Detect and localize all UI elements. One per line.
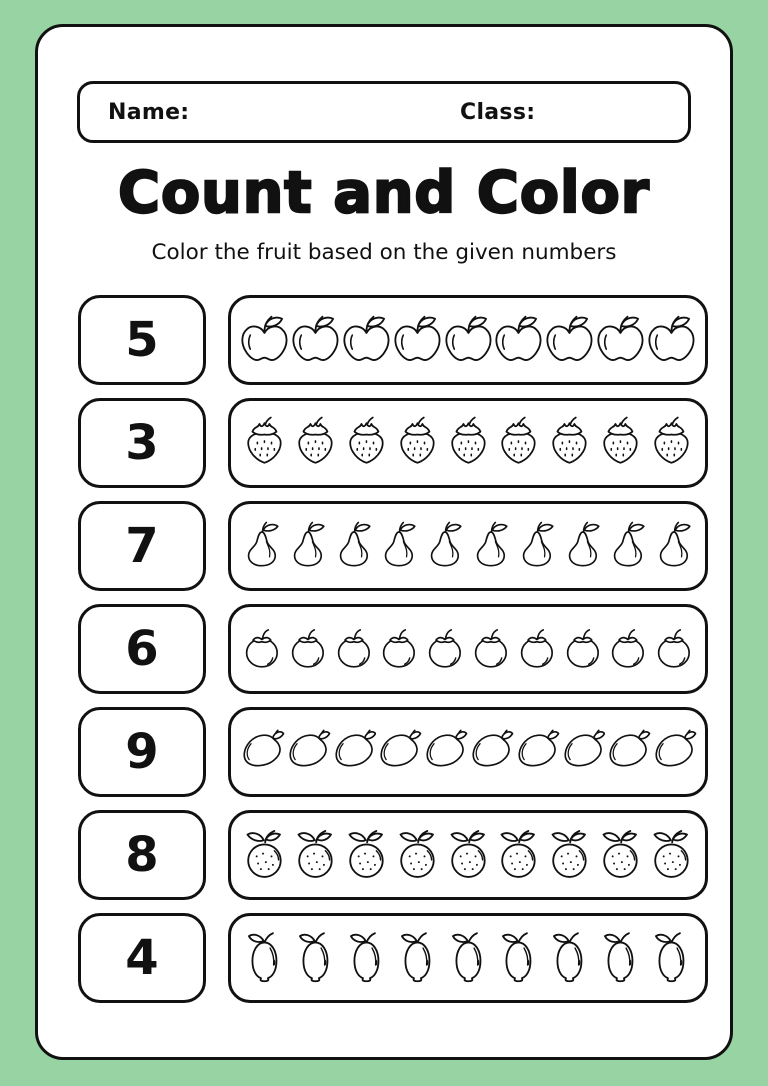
class-input-area[interactable] xyxy=(535,94,660,130)
apple-icon[interactable] xyxy=(443,305,494,375)
apple-icon[interactable] xyxy=(544,305,595,375)
page-subtitle: Color the fruit based on the given numbers xyxy=(151,239,617,265)
pear-icon[interactable] xyxy=(651,511,697,581)
count-number: 5 xyxy=(125,311,159,368)
mango-icon[interactable] xyxy=(605,717,651,787)
mango-icon[interactable] xyxy=(651,717,697,787)
pear-icon[interactable] xyxy=(285,511,331,581)
apple-icon[interactable] xyxy=(493,305,544,375)
orange-icon[interactable] xyxy=(443,820,494,890)
orange-icon[interactable] xyxy=(493,820,544,890)
mango-icon[interactable] xyxy=(560,717,606,787)
orange-icon[interactable] xyxy=(341,820,392,890)
tomato-icon[interactable] xyxy=(285,614,331,684)
apple-icon[interactable] xyxy=(595,305,646,375)
lemon-icon[interactable] xyxy=(493,923,544,993)
apple-icon[interactable] xyxy=(341,305,392,375)
strawberry-icon[interactable] xyxy=(595,408,646,478)
fruit-strip xyxy=(228,707,708,797)
pear-icon[interactable] xyxy=(422,511,468,581)
strawberry-icon[interactable] xyxy=(341,408,392,478)
count-number: 4 xyxy=(125,929,159,986)
tomato-icon[interactable] xyxy=(605,614,651,684)
mango-icon[interactable] xyxy=(376,717,422,787)
tomato-icon[interactable] xyxy=(468,614,514,684)
lemon-icon[interactable] xyxy=(595,923,646,993)
fruit-strip xyxy=(228,810,708,900)
mango-icon[interactable] xyxy=(422,717,468,787)
count-row xyxy=(78,810,730,900)
tomato-icon[interactable] xyxy=(239,614,285,684)
page-title: Count and Color xyxy=(118,160,650,226)
lemon-icon[interactable] xyxy=(443,923,494,993)
apple-icon[interactable] xyxy=(646,305,697,375)
pear-icon[interactable] xyxy=(331,511,377,581)
count-number: 3 xyxy=(125,414,159,471)
fruit-strip xyxy=(228,295,708,385)
tomato-icon[interactable] xyxy=(376,614,422,684)
tomato-icon[interactable] xyxy=(514,614,560,684)
pear-icon[interactable] xyxy=(560,511,606,581)
pear-icon[interactable] xyxy=(376,511,422,581)
strawberry-icon[interactable] xyxy=(443,408,494,478)
count-number-box xyxy=(78,501,206,591)
tomato-icon[interactable] xyxy=(422,614,468,684)
mango-icon[interactable] xyxy=(239,717,285,787)
tomato-icon[interactable] xyxy=(560,614,606,684)
lemon-icon[interactable] xyxy=(392,923,443,993)
apple-icon[interactable] xyxy=(392,305,443,375)
fruit-strip xyxy=(228,501,708,591)
apple-icon[interactable] xyxy=(290,305,341,375)
pear-icon[interactable] xyxy=(514,511,560,581)
count-row xyxy=(78,913,730,1003)
strawberry-icon[interactable] xyxy=(493,408,544,478)
count-number-box xyxy=(78,707,206,797)
apple-icon[interactable] xyxy=(239,305,290,375)
mango-icon[interactable] xyxy=(468,717,514,787)
count-row xyxy=(78,707,730,797)
name-field xyxy=(108,94,460,130)
lemon-icon[interactable] xyxy=(290,923,341,993)
lemon-icon[interactable] xyxy=(646,923,697,993)
class-label: Class: xyxy=(460,99,536,125)
strawberry-icon[interactable] xyxy=(544,408,595,478)
strawberry-icon[interactable] xyxy=(392,408,443,478)
count-number: 9 xyxy=(125,723,159,780)
count-row xyxy=(78,604,730,694)
count-number-box xyxy=(78,398,206,488)
count-number-box xyxy=(78,604,206,694)
tomato-icon[interactable] xyxy=(651,614,697,684)
count-number: 7 xyxy=(125,517,159,574)
tomato-icon[interactable] xyxy=(331,614,377,684)
count-row xyxy=(78,398,730,488)
fruit-strip xyxy=(228,604,708,694)
name-input-area[interactable] xyxy=(189,94,460,130)
fruit-strip xyxy=(228,398,708,488)
name-label: Name: xyxy=(108,99,190,125)
lemon-icon[interactable] xyxy=(544,923,595,993)
orange-icon[interactable] xyxy=(290,820,341,890)
count-number: 8 xyxy=(125,826,159,883)
name-class-box xyxy=(77,81,691,143)
orange-icon[interactable] xyxy=(239,820,290,890)
lemon-icon[interactable] xyxy=(239,923,290,993)
count-number-box xyxy=(78,810,206,900)
pear-icon[interactable] xyxy=(605,511,651,581)
count-number-box xyxy=(78,913,206,1003)
mango-icon[interactable] xyxy=(285,717,331,787)
strawberry-icon[interactable] xyxy=(290,408,341,478)
rows xyxy=(38,295,730,1003)
count-row xyxy=(78,501,730,591)
count-number-box xyxy=(78,295,206,385)
orange-icon[interactable] xyxy=(595,820,646,890)
worksheet-card xyxy=(35,24,733,1060)
orange-icon[interactable] xyxy=(646,820,697,890)
lemon-icon[interactable] xyxy=(341,923,392,993)
count-number: 6 xyxy=(125,620,159,677)
orange-icon[interactable] xyxy=(392,820,443,890)
mango-icon[interactable] xyxy=(331,717,377,787)
class-field xyxy=(460,94,660,130)
strawberry-icon[interactable] xyxy=(239,408,290,478)
orange-icon[interactable] xyxy=(544,820,595,890)
strawberry-icon[interactable] xyxy=(646,408,697,478)
pear-icon[interactable] xyxy=(468,511,514,581)
count-row xyxy=(78,295,730,385)
mango-icon[interactable] xyxy=(514,717,560,787)
fruit-strip xyxy=(228,913,708,1003)
pear-icon[interactable] xyxy=(239,511,285,581)
